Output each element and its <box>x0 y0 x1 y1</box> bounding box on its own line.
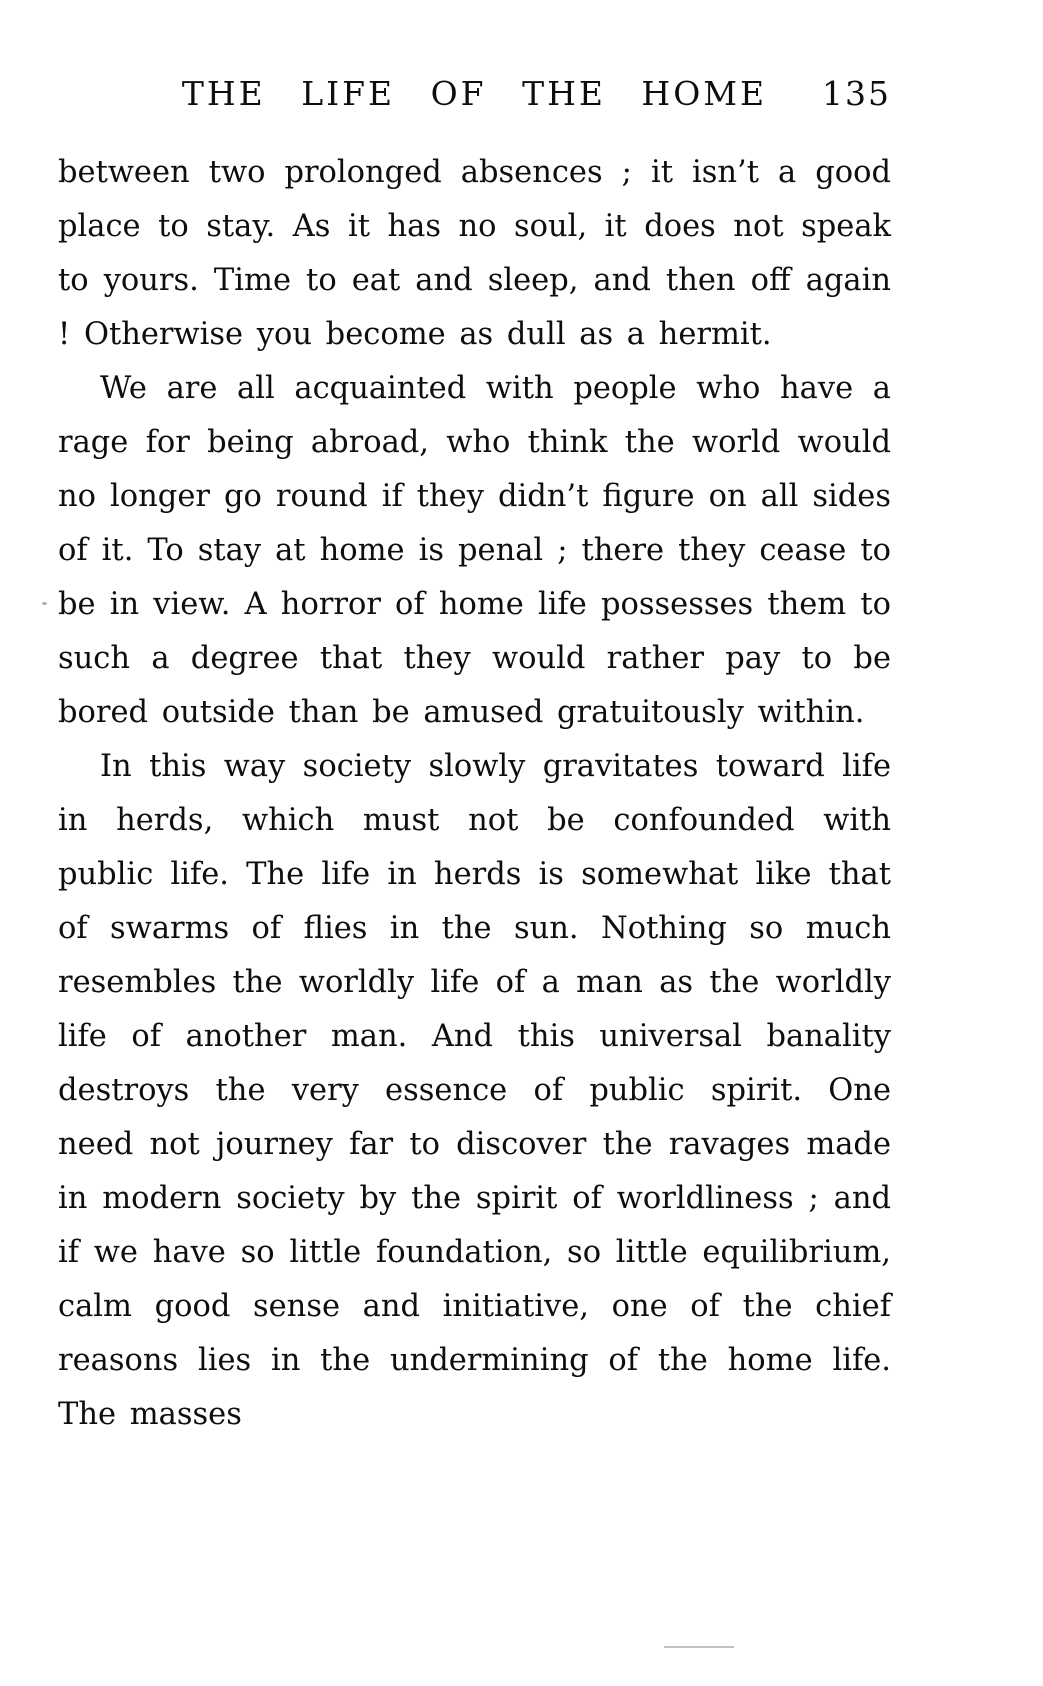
running-header <box>58 72 891 116</box>
paragraph: In this way society slowly gravitates toward life in herds, which must not be confounded with public life. The life in herds is somewhat like that of swarms of flies in the sun. Nothing so much resembles the worldly life of a man as the worldly life of another man. And this universal banality destroys the very essence of public spirit. One need not journey far to discover the ravages made in modern society by the spirit of worldliness ; and if we have so little foundation, so little equilibrium, calm good sense and initiative, one of the chief reasons lies in the undermining of the home life. The masses <box>58 749 891 1432</box>
paragraph: We are all acquainted with people who have a rage for being abroad, who think the world would no longer go round if they didn’t figure on all sides of it. To stay at home is penal ; there they cease to be in view. A horror of home life possesses them to such a degree that they would rather pay to be bored outside than be amused gratuitously within. <box>58 371 891 730</box>
book-page <box>58 72 891 1442</box>
page-number: 135 <box>822 74 891 113</box>
scan-artifact-dot <box>42 602 47 605</box>
page-title: THE LIFE OF THE HOME <box>181 74 768 113</box>
scan-artifact-line <box>664 1646 734 1648</box>
paragraph: between two prolonged absences ; it isn’t a good place to stay. As it has no soul, it does not speak to yours. Time to eat and sleep, and then off again ! Otherwise you become as dull as a hermit. <box>58 155 891 352</box>
body-text <box>58 146 891 1442</box>
